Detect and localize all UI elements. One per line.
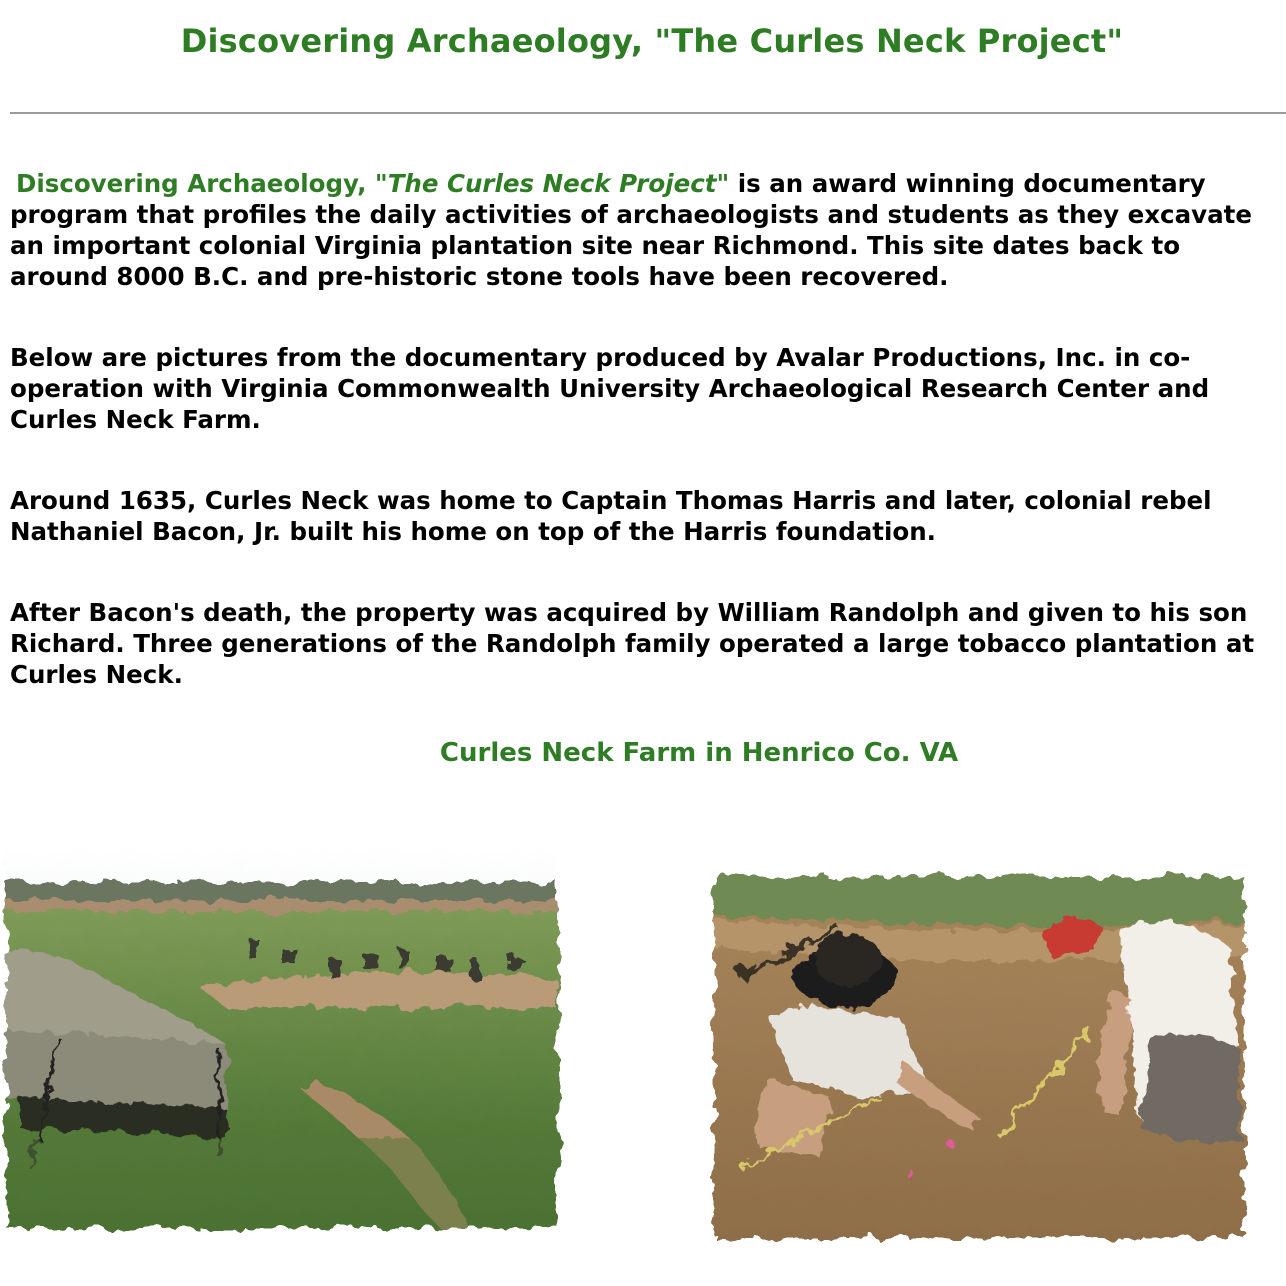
intro-body-text: is an award winning documentary program that profiles the daily activities of archaeologists and students as they excavate an important colonial Virginia plantation site near Richmond. This site dates back to around 8000 B.C. and pre-historic stone tools have been recovered.: [10, 169, 1252, 291]
field-excavation-photo: [0, 838, 568, 1238]
documentary-paragraph: Below are pictures from the documentary produced by Avalar Productions, Inc. in co-operation with Virginia Commonwealth University Archaeological Research Center and Curles Neck Farm.: [10, 343, 1210, 434]
intro-program-title: [10, 169, 729, 198]
excavators-digging-photo: [710, 868, 1250, 1246]
randolph-paragraph: After Bacon's death, the property was acquired by William Randolph and given to his son Richard. Three generations of the Randolph family operated a large tobacco plantation at Curles Neck.: [10, 598, 1255, 689]
page-title: Discovering Archaeology, "The Curles Neck Project": [180, 22, 1124, 60]
intro-paragraph: [10, 168, 1286, 292]
intro-title-end: ": [716, 169, 730, 198]
history-paragraph: Around 1635, Curles Neck was home to Captain Thomas Harris and later, colonial rebel Nathaniel Bacon, Jr. built his home on top of the Harris foundation.: [10, 486, 1212, 546]
farm-section-heading: Curles Neck Farm in Henrico Co. VA: [439, 738, 959, 768]
horizontal-divider: [10, 112, 1286, 114]
intro-title-italic: The Curles Neck Project: [387, 169, 717, 198]
intro-title-start: Discovering Archaeology, ": [16, 169, 388, 198]
